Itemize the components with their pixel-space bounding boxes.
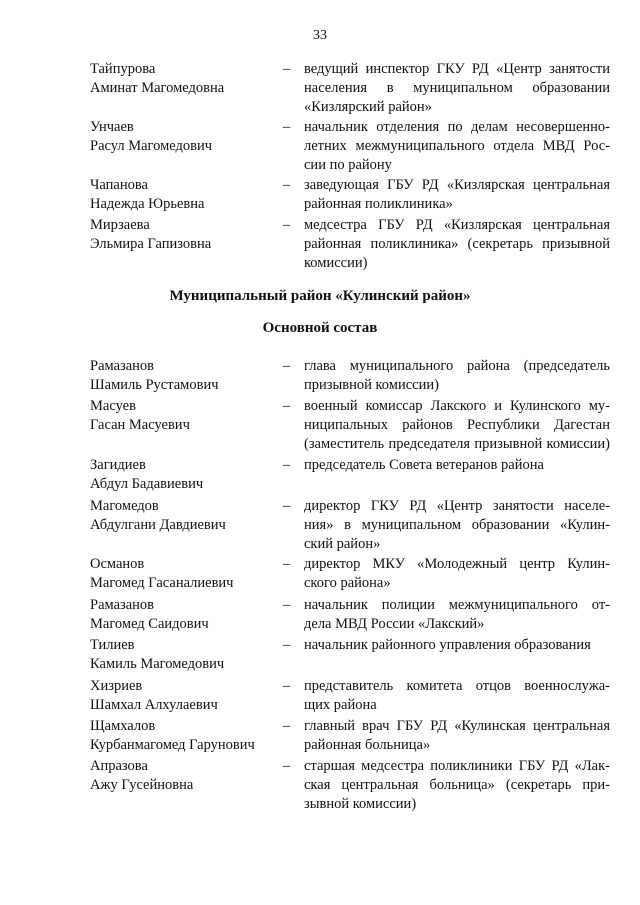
role-line: главный врач ГБУ РД «Кулинская центральная xyxy=(304,718,610,734)
role-line: ния» в муниципальном образовании «Кулин- xyxy=(304,517,610,533)
member-role xyxy=(304,397,610,454)
entry-dash: – xyxy=(283,498,291,514)
member-surname: Мирзаева xyxy=(90,217,150,233)
role-line: (заместитель председателя призывной комиссии) xyxy=(304,436,610,452)
member-role xyxy=(304,636,610,655)
member-name xyxy=(90,596,280,634)
member-name xyxy=(90,757,280,795)
member-surname: Масуев xyxy=(90,398,136,414)
entry-dash: – xyxy=(283,758,291,774)
entry-dash: – xyxy=(283,177,291,193)
member-name xyxy=(90,456,280,494)
role-line: военный комиссар Лакского и Кулинского му- xyxy=(304,398,610,414)
role-line: ская центральная больница» (секретарь при- xyxy=(304,777,610,793)
entry-dash: – xyxy=(283,61,291,77)
member-given-name: Аминат Магомедовна xyxy=(90,80,225,96)
member-given-name: Шамиль Рустамович xyxy=(90,377,219,393)
role-line: начальник отделения по делам несовершенно- xyxy=(304,119,610,135)
role-line: старшая медсестра поликлиники ГБУ РД «Лак- xyxy=(304,758,610,774)
entry-dash: – xyxy=(283,556,291,572)
member-name xyxy=(90,555,280,593)
member-role xyxy=(304,555,610,593)
member-name xyxy=(90,216,280,254)
member-role xyxy=(304,757,610,814)
role-line: директор ГКУ РД «Центр занятости населе- xyxy=(304,498,610,514)
member-name xyxy=(90,397,280,435)
member-name xyxy=(90,497,280,535)
entry-dash: – xyxy=(283,597,291,613)
role-line: ниципальных районов Республики Дагестан xyxy=(304,417,610,433)
entry-dash: – xyxy=(283,358,291,374)
role-line: комиссии) xyxy=(304,255,368,271)
member-role xyxy=(304,176,610,214)
member-role xyxy=(304,497,610,554)
member-surname: Тайпурова xyxy=(90,61,156,77)
member-surname: Чапанова xyxy=(90,177,148,193)
member-surname: Османов xyxy=(90,556,145,572)
member-role xyxy=(304,357,610,395)
member-role xyxy=(304,677,610,715)
role-line: призывной комиссии) xyxy=(304,377,439,393)
entry-dash: – xyxy=(283,119,291,135)
role-line: глава муниципального района (председатель xyxy=(304,358,610,374)
member-given-name: Ажу Гусейновна xyxy=(90,777,194,793)
member-surname: Апразова xyxy=(90,758,148,774)
member-role xyxy=(304,118,610,175)
member-given-name: Шамхал Алхулаевич xyxy=(90,697,218,713)
role-line: «Кизлярский район» xyxy=(304,99,432,115)
member-name xyxy=(90,357,280,395)
member-role xyxy=(304,456,610,475)
role-line: медсестра ГБУ РД «Кизлярская центральная xyxy=(304,217,610,233)
member-surname: Загидиев xyxy=(90,457,146,473)
entry-dash: – xyxy=(283,718,291,734)
member-name xyxy=(90,717,280,755)
member-surname: Магомедов xyxy=(90,498,159,514)
role-line: председатель Совета ветеранов района xyxy=(304,457,544,473)
section-title: Муниципальный район «Кулинский район» xyxy=(169,288,471,304)
role-line: районная больница» xyxy=(304,737,431,753)
role-line: ведущий инспектор ГКУ РД «Центр занятости xyxy=(304,61,610,77)
member-given-name: Расул Магомедович xyxy=(90,138,213,154)
entry-dash: – xyxy=(283,457,291,473)
member-given-name: Гасан Масуевич xyxy=(90,417,190,433)
member-given-name: Надежда Юрьевна xyxy=(90,196,205,212)
member-given-name: Абдулгани Давдиевич xyxy=(90,517,226,533)
role-line: летних межмуниципального отдела МВД Рос- xyxy=(304,138,610,154)
entry-dash: – xyxy=(283,398,291,414)
member-surname: Рамазанов xyxy=(90,597,155,613)
role-line: населения в муниципальном образовании xyxy=(304,80,610,96)
role-line: директор МКУ «Молодежный центр Кулин- xyxy=(304,556,610,572)
entry-dash: – xyxy=(283,678,291,694)
member-name xyxy=(90,636,280,674)
role-line: дела МВД России «Лакский» xyxy=(304,616,485,632)
role-line: районная поликлиника» (секретарь призывной xyxy=(304,236,610,252)
role-line: начальник районного управления образования xyxy=(304,637,591,653)
role-line: ский район» xyxy=(304,536,381,552)
member-given-name: Магомед Саидович xyxy=(90,616,209,632)
member-surname: Хизриев xyxy=(90,678,143,694)
role-line: представитель комитета отцов военнослужа- xyxy=(304,678,610,694)
member-surname: Тилиев xyxy=(90,637,135,653)
member-given-name: Курбанмагомед Гарунович xyxy=(90,737,255,753)
member-role xyxy=(304,596,610,634)
role-line: сии по району xyxy=(304,157,392,173)
member-given-name: Камиль Магомедович xyxy=(90,656,225,672)
page-number: 33 xyxy=(313,28,327,43)
member-surname: Унчаев xyxy=(90,119,134,135)
entry-dash: – xyxy=(283,637,291,653)
member-name xyxy=(90,118,280,156)
member-given-name: Эльмира Гапизовна xyxy=(90,236,212,252)
member-given-name: Абдул Бадавиевич xyxy=(90,476,204,492)
member-given-name: Магомед Гасаналиевич xyxy=(90,575,234,591)
role-line: районная поликлиника» xyxy=(304,196,453,212)
member-role xyxy=(304,60,610,117)
member-name xyxy=(90,60,280,98)
role-line: заведующая ГБУ РД «Кизлярская центральная xyxy=(304,177,610,193)
member-role xyxy=(304,717,610,755)
role-line: щих района xyxy=(304,697,377,713)
member-surname: Рамазанов xyxy=(90,358,155,374)
subsection-title: Основной состав xyxy=(262,320,378,336)
role-line: зывной комиссии) xyxy=(304,796,417,812)
role-line: ского района» xyxy=(304,575,391,591)
entry-dash: – xyxy=(283,217,291,233)
member-surname: Щамхалов xyxy=(90,718,156,734)
role-line: начальник полиции межмуниципального от- xyxy=(304,597,610,613)
member-name xyxy=(90,176,280,214)
member-name xyxy=(90,677,280,715)
member-role xyxy=(304,216,610,273)
